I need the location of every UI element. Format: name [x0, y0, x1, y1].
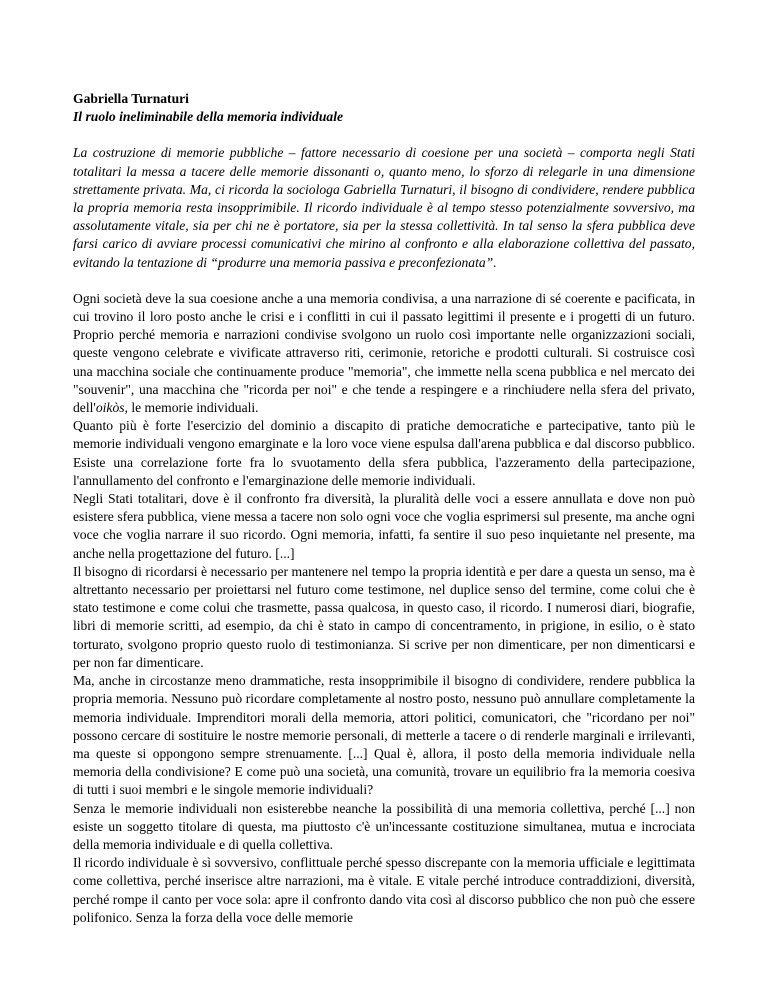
body-text — [73, 290, 695, 927]
paragraph-text: Ogni società deve la sua coesione anche a una memoria condivisa, a una narrazione di sé coerente e pacificata, in cui trovino il loro posto anche le crisi e i conflitti in cui il passato legittimi il presente e i progetti di un futuro. Proprio perché memoria e narrazioni condivise svolgono un ruolo così importante nelle organizzazioni sociali, queste vengono celebrate e vivificate attraverso riti, cerimonie, retoriche e prodotti culturali. Si costruisce così una macchina sociale che continuamente produce "memoria", che immette nella scena pubblica e nel mercato dei "souvenir", una macchina che "ricorda per noi" e che tende a respingere e a rinchiudere nella sfera del privato, dell' — [73, 290, 695, 416]
body-paragraph-7: Il ricordo individuale è sì sovversivo, conflittuale perché spesso discrepante con la memoria ufficiale e legittimata come collettiva, perché inserisce altre narrazioni, ma è vitale. E vitale perché introduce contraddizioni, diversità, perché rompe il canto per voce sola: apre il confronto dando vita così al discorso pubblico che non può che essere polifonico. Senza la forza della voce delle memorie — [73, 855, 695, 925]
abstract-paragraph: La costruzione di memorie pubbliche – fattore necessario di coesione per una società – comporta negli Stati totalitari la messa a tacere delle memorie dissonanti o, quanto meno, lo sforzo di relegarle in una dimensione strettamente privata. Ma, ci ricorda la sociologa Gabriella Turnaturi, il bisogno di condividere, rendere pubblica la propria memoria resta insopprimibile. Il ricordo individuale è al tempo stesso potenzialmente sovversivo, ma assolutamente vitale, sia per chi ne è portatore, sia per la stessa collettività. In tal senso la sfera pubblica deve farsi carico di avviare processi comunicativi che mirino al confronto e alla elaborazione collettiva del passato, evitando la tentazione di “produrre una memoria passiva e preconfezionata”. — [73, 145, 695, 270]
body-paragraph-4: Il bisogno di ricordarsi è necessario per mantenere nel tempo la propria identità e per dare a questa un senso, ma è altrettanto necessario per proiettarsi nel futuro come testimone, nel duplice senso del termine, come colui che è stato testimone e come colui che trasmette, passa qualcosa, in questo caso, il ricordo. I numerosi diari, biografie, libri di memorie scritti, ad esempio, da chi è stato in campo di concentramento, in prigione, in esilio, o è stato torturato, svolgono proprio questo ruolo di testimonianza. Si scrive per non dimenticare, per non dimenticarsi e per non far dimenticare. — [73, 563, 695, 670]
document-page — [73, 90, 695, 927]
paragraph-text: le memorie individuali. — [127, 400, 259, 416]
body-paragraph-1 — [73, 290, 695, 417]
body-paragraph-5: Ma, anche in circostanze meno drammatiche, resta insopprimibile il bisogno di condividere, rendere pubblica la propria memoria. Nessuno può ricordare completamente al nostro posto, nessuno può annullare completamente la memoria individuale. Imprenditori morali della memoria, attori politici, comunicatori, che "ricordano per noi" possono cercare di sostituire le nostre memorie personali, di metterle a tacere o di renderle marginali e irrilevanti, ma queste si oppongono sempre strenuamente. [...] Qual è, allora, il posto della memoria individuale nella memoria della condivisione? E come può una società, una comunità, trovare un equilibrio fra la memoria coesiva di tutti i suoi membri e le singole memorie individuali? — [73, 673, 695, 798]
body-paragraph-2: Quanto più è forte l'esercizio del dominio a discapito di pratiche democratiche e partecipative, tanto più le memorie individuali vengono emarginate e la loro voce viene espulsa dall'arena pubblica e dal discorso pubblico. Esiste una correlazione forte fra lo svuotamento della sfera pubblica, l'azzeramento della partecipazione, l'annullamento del confronto e l'emarginazione delle memorie individuali. — [73, 418, 695, 488]
author-name: Gabriella Turnaturi — [73, 91, 189, 106]
article-title: Il ruolo ineliminabile della memoria individuale — [73, 109, 344, 125]
body-paragraph-3: Negli Stati totalitari, dove è il confronto fra diversità, la pluralità delle voci a essere annullata e dove non può esistere sfera pubblica, viene messa a tacere non solo ogni voce che voglia esprimersi sul presente, ma anche ogni voce che voglia narrare il suo ricordo. Ogni memoria, infatti, fa sentire il suo peso inquietante nel presente, ma anche nella progettazione del futuro. [...] — [73, 491, 695, 561]
emphasized-term: oikòs, — [95, 400, 128, 416]
body-paragraph-6: Senza le memorie individuali non esisterebbe neanche la possibilità di una memoria collettiva, perché [...] non esiste un soggetto titolare di questa, ma piuttosto c'è un'incessante costituzione simultanea, mutua e incrociata della memoria individuale e di quella collettiva. — [73, 800, 695, 852]
